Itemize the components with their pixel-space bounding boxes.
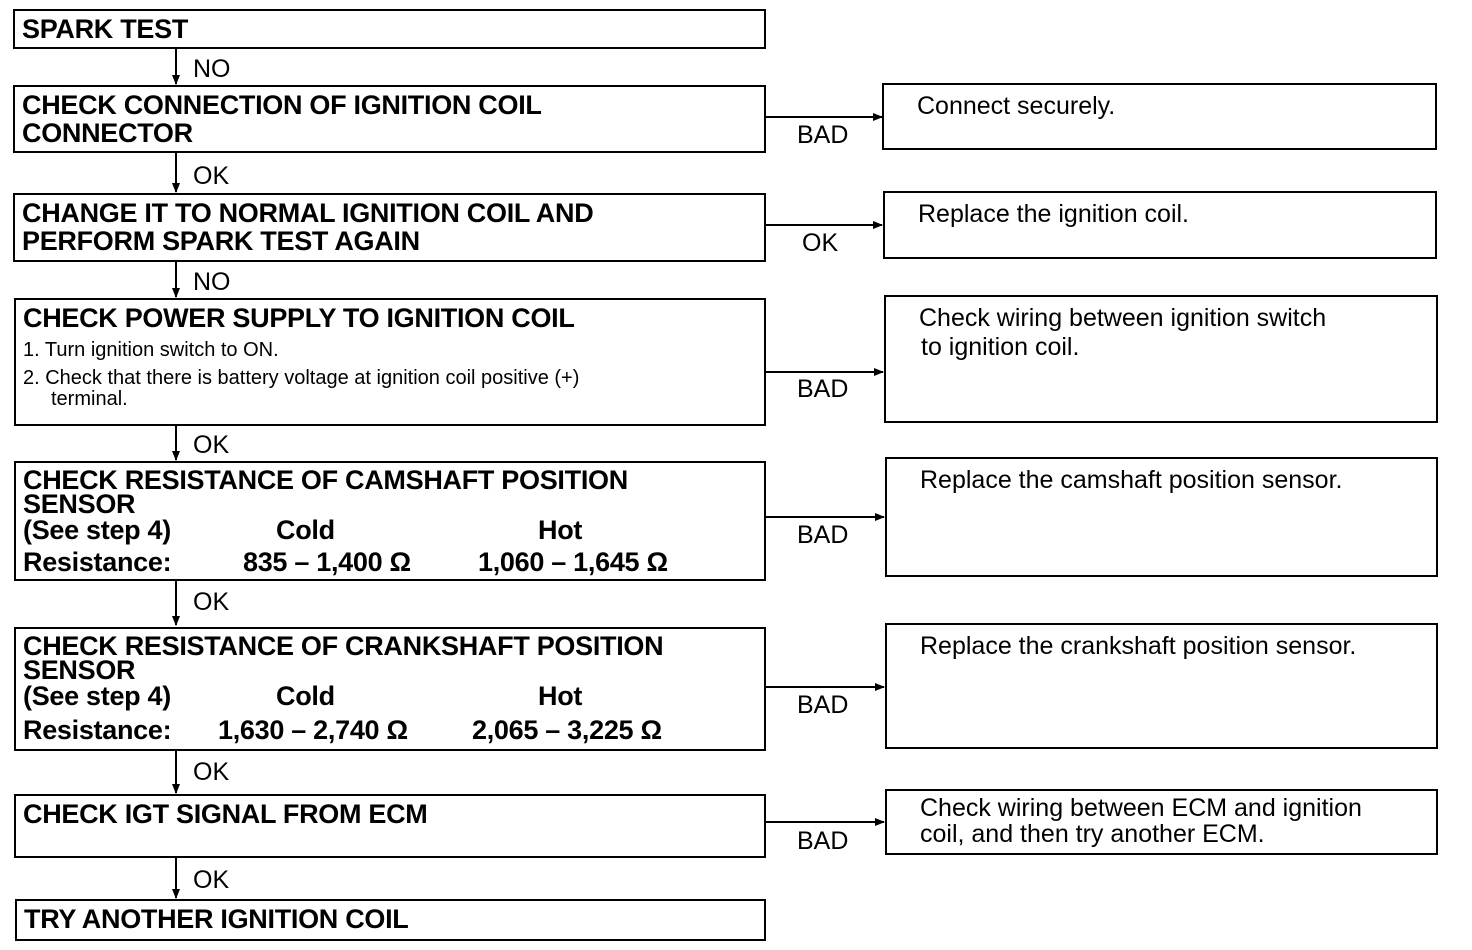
step-camshaft-hot-label: Hot — [538, 515, 583, 545]
step-crankshaft — [14, 627, 766, 751]
step-spark-test — [13, 9, 766, 49]
action-check-wiring-switch-line2: to ignition coil. — [921, 333, 1080, 361]
step-power-supply-item2: 2. Check that there is battery voltage at ignition coil positive (+) — [23, 367, 580, 389]
step-camshaft — [14, 461, 766, 581]
step-try-coil-text: TRY ANOTHER IGNITION COIL — [24, 904, 409, 934]
step-camshaft-hot-value: 1,060 – 1,645 Ω — [478, 547, 668, 577]
action-replace-coil — [883, 191, 1437, 259]
step-power-supply-item1: 1. Turn ignition switch to ON. — [23, 339, 279, 361]
step-crankshaft-resistance-label: Resistance: — [23, 715, 172, 745]
step-camshaft-line1: CHECK RESISTANCE OF CAMSHAFT POSITION — [23, 465, 628, 495]
step-camshaft-resistance-label: Resistance: — [23, 547, 172, 577]
step-igt-signal — [14, 794, 766, 858]
step-power-supply-title: CHECK POWER SUPPLY TO IGNITION COIL — [23, 303, 575, 333]
step-crankshaft-hot-label: Hot — [538, 681, 583, 711]
step-change-coil-line1: CHANGE IT TO NORMAL IGNITION COIL AND — [22, 198, 594, 228]
step-crankshaft-cold-label: Cold — [276, 681, 335, 711]
step-camshaft-cold-label: Cold — [276, 515, 335, 545]
label-bad-3: BAD — [797, 521, 849, 549]
step-crankshaft-cold-value: 1,630 – 2,740 Ω — [218, 715, 408, 745]
label-bad-4: BAD — [797, 691, 849, 719]
action-check-wiring-ecm-line2: coil, and then try another ECM. — [920, 820, 1265, 848]
step-crankshaft-hot-value: 2,065 – 3,225 Ω — [472, 715, 662, 745]
step-crankshaft-line2: SENSOR — [23, 655, 136, 685]
label-no-2: NO — [193, 268, 231, 296]
step-check-connection-line1: CHECK CONNECTION OF IGNITION COIL — [22, 90, 542, 120]
action-check-wiring-ecm — [885, 789, 1438, 855]
action-replace-coil-text: Replace the ignition coil. — [918, 200, 1189, 228]
action-connect — [882, 83, 1437, 150]
action-check-wiring-ecm-line1: Check wiring between ECM and ignition — [920, 794, 1362, 822]
step-change-coil-line2: PERFORM SPARK TEST AGAIN — [22, 226, 420, 256]
step-spark-test-text: SPARK TEST — [22, 14, 189, 44]
step-crankshaft-see-step: (See step 4) — [23, 681, 171, 711]
step-try-coil — [15, 899, 766, 941]
label-ok-2: OK — [193, 431, 230, 459]
label-ok-4: OK — [193, 758, 230, 786]
action-replace-crankshaft — [885, 623, 1438, 749]
step-crankshaft-line1: CHECK RESISTANCE OF CRANKSHAFT POSITION — [23, 631, 664, 661]
label-ok-side: OK — [802, 229, 839, 257]
action-replace-crankshaft-text: Replace the crankshaft position sensor. — [920, 632, 1357, 660]
label-bad-5: BAD — [797, 827, 849, 855]
action-replace-camshaft-text: Replace the camshaft position sensor. — [920, 466, 1343, 494]
action-check-wiring-switch-line1: Check wiring between ignition switch — [919, 304, 1327, 332]
step-camshaft-see-step: (See step 4) — [23, 515, 171, 545]
step-igt-signal-text: CHECK IGT SIGNAL FROM ECM — [23, 799, 428, 829]
step-power-supply-item2-cont: terminal. — [51, 388, 128, 410]
label-ok-1: OK — [193, 162, 230, 190]
step-check-connection-line2: CONNECTOR — [22, 118, 193, 148]
label-no-1: NO — [193, 55, 231, 83]
step-camshaft-cold-value: 835 – 1,400 Ω — [243, 547, 411, 577]
label-ok-3: OK — [193, 588, 230, 616]
step-change-coil — [13, 193, 766, 262]
action-connect-text: Connect securely. — [917, 92, 1116, 120]
label-ok-5: OK — [193, 866, 230, 894]
action-check-wiring-switch — [884, 295, 1438, 423]
label-bad-2: BAD — [797, 375, 849, 403]
step-camshaft-line2: SENSOR — [23, 489, 136, 519]
action-replace-camshaft — [885, 457, 1438, 577]
label-bad-1: BAD — [797, 121, 849, 149]
step-power-supply — [14, 298, 766, 426]
step-check-connection — [13, 85, 766, 153]
